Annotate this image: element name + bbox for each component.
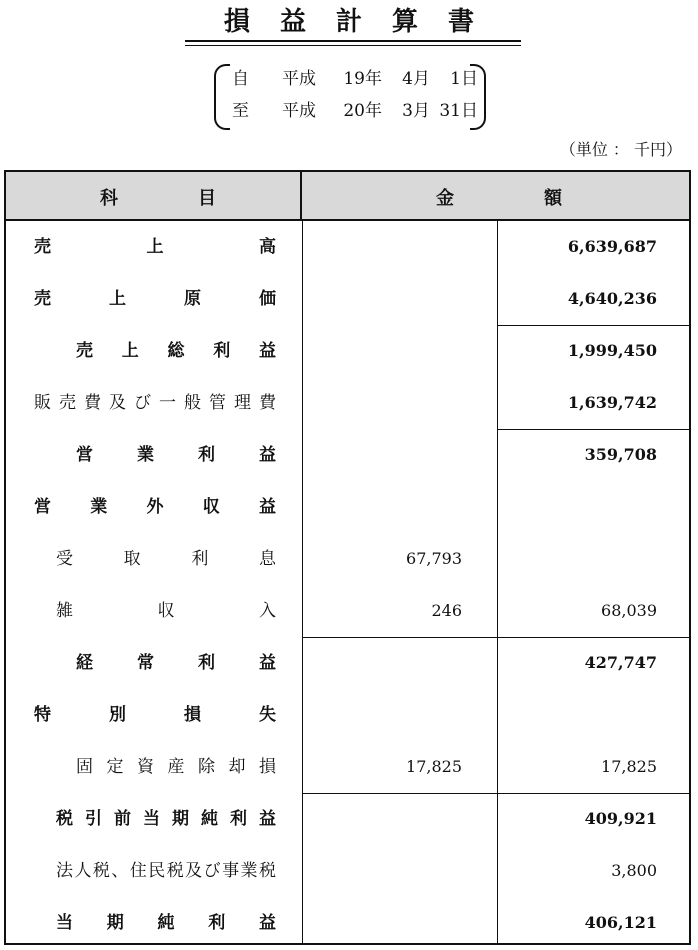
row-total-amount: 427,747 bbox=[584, 653, 657, 672]
table-row bbox=[6, 533, 689, 585]
row-label: 営 業 利 益 bbox=[76, 445, 276, 465]
row-label: 当 期 純 利 益 bbox=[56, 913, 276, 933]
row-label: 営 業 外 収 益 bbox=[34, 497, 276, 517]
row-total-amount: 17,825 bbox=[601, 757, 657, 776]
row-sub-amount: 246 bbox=[431, 601, 462, 620]
table-row bbox=[6, 221, 689, 273]
row-total-amount: 409,921 bbox=[584, 809, 657, 828]
income-statement-table bbox=[4, 170, 691, 945]
row-total-amount: 1,999,450 bbox=[567, 341, 657, 360]
row-label: 受 取 利 息 bbox=[56, 549, 276, 569]
period-from-prefix: 自 bbox=[232, 69, 249, 89]
table-row bbox=[6, 585, 689, 637]
header-item-char-2: 目 bbox=[198, 188, 216, 209]
table-row bbox=[6, 741, 689, 793]
row-total-amount: 4,640,236 bbox=[567, 289, 657, 308]
header-amount-char-1: 金 bbox=[436, 188, 454, 209]
row-total-amount: 359,708 bbox=[584, 445, 657, 464]
header-item-cell bbox=[6, 172, 302, 219]
period-to-era: 平成 bbox=[282, 101, 316, 121]
table-row bbox=[6, 689, 689, 741]
period-from-era: 平成 bbox=[282, 69, 316, 89]
table-row bbox=[6, 325, 689, 377]
row-label: 固 定 資 産 除 却 損 bbox=[76, 757, 276, 777]
period-to-year: 20年 bbox=[343, 101, 382, 121]
fiscal-period bbox=[214, 62, 486, 128]
period-from bbox=[232, 64, 478, 94]
subtotal-rule bbox=[497, 429, 689, 430]
row-total-amount: 3,800 bbox=[611, 861, 657, 880]
row-sub-amount: 67,793 bbox=[406, 549, 462, 568]
period-to-month: 3月 bbox=[402, 101, 430, 121]
table-row bbox=[6, 429, 689, 481]
period-from-year: 19年 bbox=[343, 69, 382, 89]
row-label: 法 人 税 、 住 民 税 及 び 事 業 税 bbox=[56, 861, 276, 881]
row-label: 経 常 利 益 bbox=[76, 653, 276, 673]
subtotal-rule bbox=[302, 793, 689, 794]
table-header bbox=[6, 172, 689, 221]
row-label: 売 上 原 価 bbox=[34, 289, 276, 309]
table-row bbox=[6, 637, 689, 689]
row-sub-amount: 17,825 bbox=[406, 757, 462, 776]
table-row bbox=[6, 377, 689, 429]
period-from-month: 4月 bbox=[402, 69, 430, 89]
row-total-amount: 6,639,687 bbox=[567, 237, 657, 256]
table-row bbox=[6, 845, 689, 897]
period-to-prefix: 至 bbox=[232, 101, 249, 121]
period-left-bracket bbox=[214, 64, 230, 130]
table-row bbox=[6, 897, 689, 949]
row-label: 特 別 損 失 bbox=[34, 705, 276, 725]
header-amount-char-2: 額 bbox=[544, 188, 562, 209]
row-label: 売 上 高 bbox=[34, 237, 276, 257]
document-title: 損益計算書 bbox=[223, 7, 504, 37]
row-total-amount: 406,121 bbox=[584, 913, 657, 932]
row-label: 売 上 総 利 益 bbox=[76, 341, 276, 361]
row-label: 雑 収 入 bbox=[56, 601, 276, 621]
period-from-day: 1日 bbox=[450, 69, 478, 89]
title-double-underline bbox=[185, 40, 521, 46]
unit-note: （単位 ： 千円） bbox=[559, 140, 682, 159]
row-total-amount: 1,639,742 bbox=[567, 393, 657, 412]
period-to bbox=[232, 96, 478, 126]
row-total-amount: 68,039 bbox=[601, 601, 657, 620]
subtotal-rule bbox=[497, 325, 689, 326]
table-row bbox=[6, 481, 689, 533]
period-to-day: 31日 bbox=[439, 101, 478, 121]
header-item-char-1: 科 bbox=[100, 188, 118, 209]
subtotal-rule bbox=[302, 637, 689, 638]
table-row bbox=[6, 273, 689, 325]
row-label: 税 引 前 当 期 純 利 益 bbox=[56, 809, 276, 829]
table-row bbox=[6, 793, 689, 845]
row-label: 販 売 費 及 び 一 般 管 理 費 bbox=[34, 393, 276, 413]
